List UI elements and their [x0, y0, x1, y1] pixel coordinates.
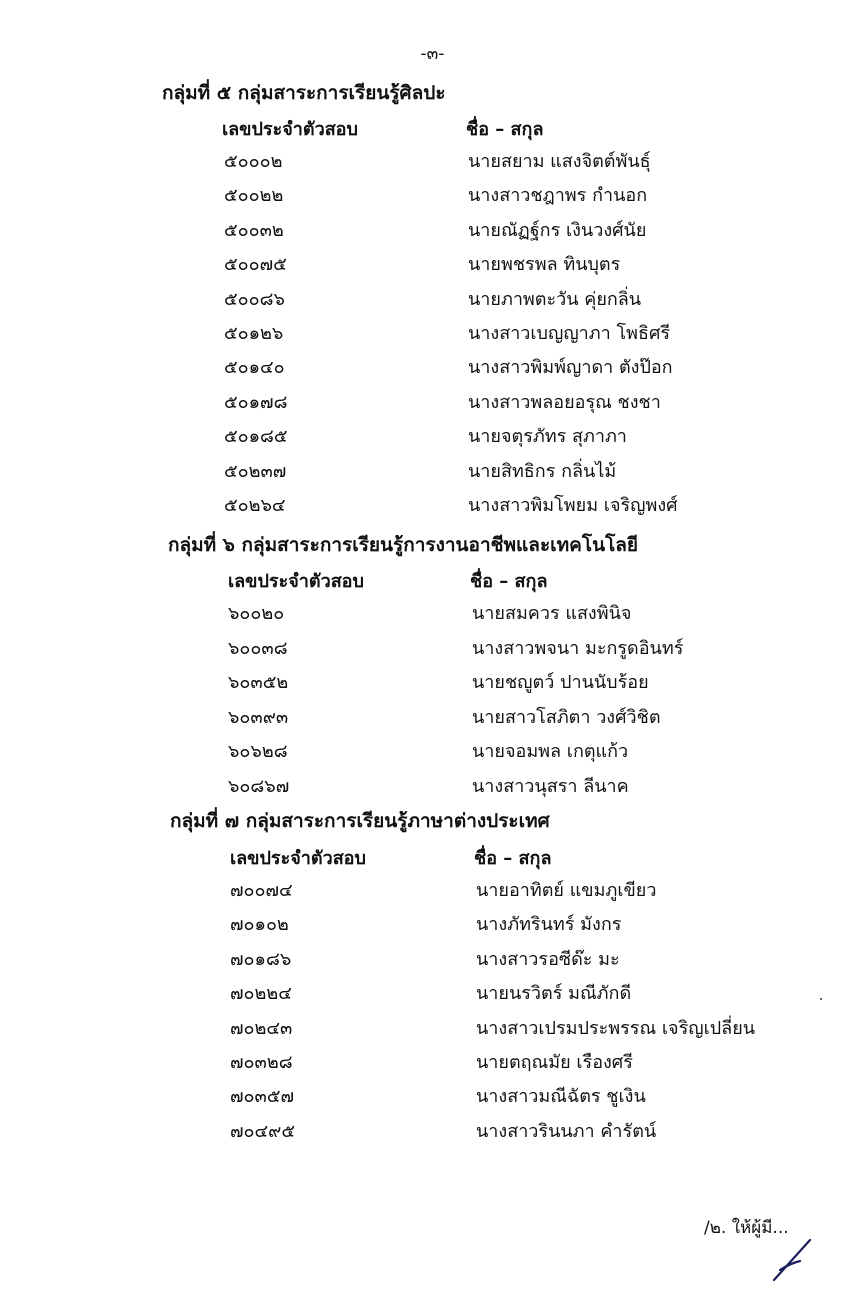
exam-id: ๖๐๐๒๐ — [228, 603, 285, 624]
exam-id: ๗๐๓๕๗ — [230, 1086, 294, 1108]
full-name: นางสาวพิมพ์ญาดา ตังป๊อก — [468, 357, 673, 379]
full-name: นางสาวพิมโพยม เจริญพงศ์ — [468, 495, 678, 516]
full-name: นายพชรพล ทินบุตร — [468, 254, 621, 276]
signature-mark — [760, 1236, 820, 1286]
column-header-id: เลขประจำตัวสอบ — [228, 571, 364, 592]
exam-id: ๕๐๐๓๒ — [224, 219, 284, 241]
exam-id: ๗๐๐๗๔ — [230, 880, 293, 901]
exam-id: ๕๐๑๔๐ — [224, 357, 285, 379]
exam-id: ๕๐๑๗๘ — [224, 391, 288, 413]
exam-id: ๕๐๐๘๖ — [224, 288, 285, 310]
exam-id: ๗๐๒๒๔ — [230, 983, 292, 1005]
continuation-note: /๒. ให้ผู้มี... — [704, 1218, 789, 1238]
exam-id: ๕๐๐๒๒ — [224, 185, 284, 207]
exam-id: ๗๐๑๐๒ — [230, 914, 289, 936]
column-header-id: เลขประจำตัวสอบ — [222, 119, 358, 140]
full-name: นายณัฏฐ์กร เงินวงศ์นัย — [468, 219, 647, 241]
exam-id: ๖๐๘๖๗ — [228, 776, 290, 797]
full-name: นายภาพตะวัน คุ่ยกลิ่น — [468, 288, 642, 310]
exam-id: ๕๐๒๖๔ — [224, 495, 286, 516]
exam-id: ๗๐๒๔๓ — [230, 1017, 293, 1039]
speck-mark — [820, 998, 822, 1000]
full-name: นางสาวเบญญาภา โพธิศรี — [468, 323, 671, 344]
group-heading-7: กลุ่มที่ ๗ กลุ่มสาระการเรียนรู้ภาษาต่างประเทศ — [170, 810, 550, 832]
exam-id: ๗๐๑๘๖ — [230, 948, 292, 970]
full-name: นายสยาม แสงจิตต์พันธุ์ — [468, 151, 651, 172]
full-name: นางสาวพจนา มะกรูดอินทร์ — [472, 637, 684, 659]
full-name: นายนรวิตร์ มณีภักดี — [476, 983, 632, 1005]
full-name: นางสาวชฎาพร กำนอก — [468, 185, 648, 207]
full-name: นายอาทิตย์ แขมภูเขียว — [476, 880, 657, 901]
exam-id: ๖๐๐๓๘ — [228, 637, 288, 659]
exam-id: ๗๐๔๙๕ — [230, 1120, 295, 1142]
group-heading-5: กลุ่มที่ ๕ กลุ่มสาระการเรียนรู้ศิลปะ — [162, 82, 446, 104]
full-name: นายสาวโสภิตา วงศ์วิชิต — [472, 706, 661, 728]
full-name: นายชญูตว์ ปานนับร้อย — [472, 672, 649, 694]
group-heading-6: กลุ่มที่ ๖ กลุ่มสาระการเรียนรู้การงานอาชีพและเทคโนโลยี — [168, 534, 639, 556]
full-name: นายจตุรภัทร สุภาภา — [468, 426, 627, 448]
exam-id: ๖๐๓๕๒ — [228, 672, 289, 694]
column-header-name: ชื่อ – สกุล — [466, 119, 544, 140]
full-name: นางสาวเปรมประพรรณ เจริญเปลี่ยน — [476, 1017, 756, 1039]
column-header-name: ชื่อ – สกุล — [470, 571, 548, 592]
column-header-id: เลขประจำตัวสอบ — [230, 848, 366, 869]
full-name: นางสาวนุสรา ลีนาค — [472, 776, 629, 797]
full-name: นางสาวพลอยอรุณ ชงชา — [468, 391, 661, 413]
exam-id: ๕๐๒๓๗ — [224, 460, 287, 482]
full-name: นางภัทรินทร์ มังกร — [476, 914, 622, 936]
exam-id: ๕๐๑๒๖ — [224, 323, 284, 344]
full-name: นางสาวรอซีด๊ะ มะ — [476, 948, 620, 970]
full-name: นายสิทธิกร กลิ่นไม้ — [468, 460, 617, 482]
column-header-name: ชื่อ – สกุล — [474, 848, 552, 869]
full-name: นางสาวรินนภา คำรัตน์ — [476, 1120, 657, 1142]
exam-id: ๕๐๑๘๕ — [224, 426, 288, 448]
exam-id: ๕๐๐๗๕ — [224, 254, 287, 276]
page-number: -๓- — [420, 44, 445, 64]
exam-id: ๖๐๓๙๓ — [228, 706, 289, 728]
full-name: นายจอมพล เกตุแก้ว — [472, 741, 629, 763]
exam-id: ๕๐๐๐๒ — [224, 151, 283, 172]
exam-id: ๖๐๖๒๘ — [228, 741, 288, 763]
full-name: นางสาวมณีฉัตร ชูเงิน — [476, 1086, 646, 1108]
full-name: นายสมควร แสงพินิจ — [472, 603, 632, 624]
exam-id: ๗๐๓๒๘ — [230, 1052, 293, 1073]
full-name: นายตฤณมัย เรืองศรี — [476, 1052, 633, 1073]
